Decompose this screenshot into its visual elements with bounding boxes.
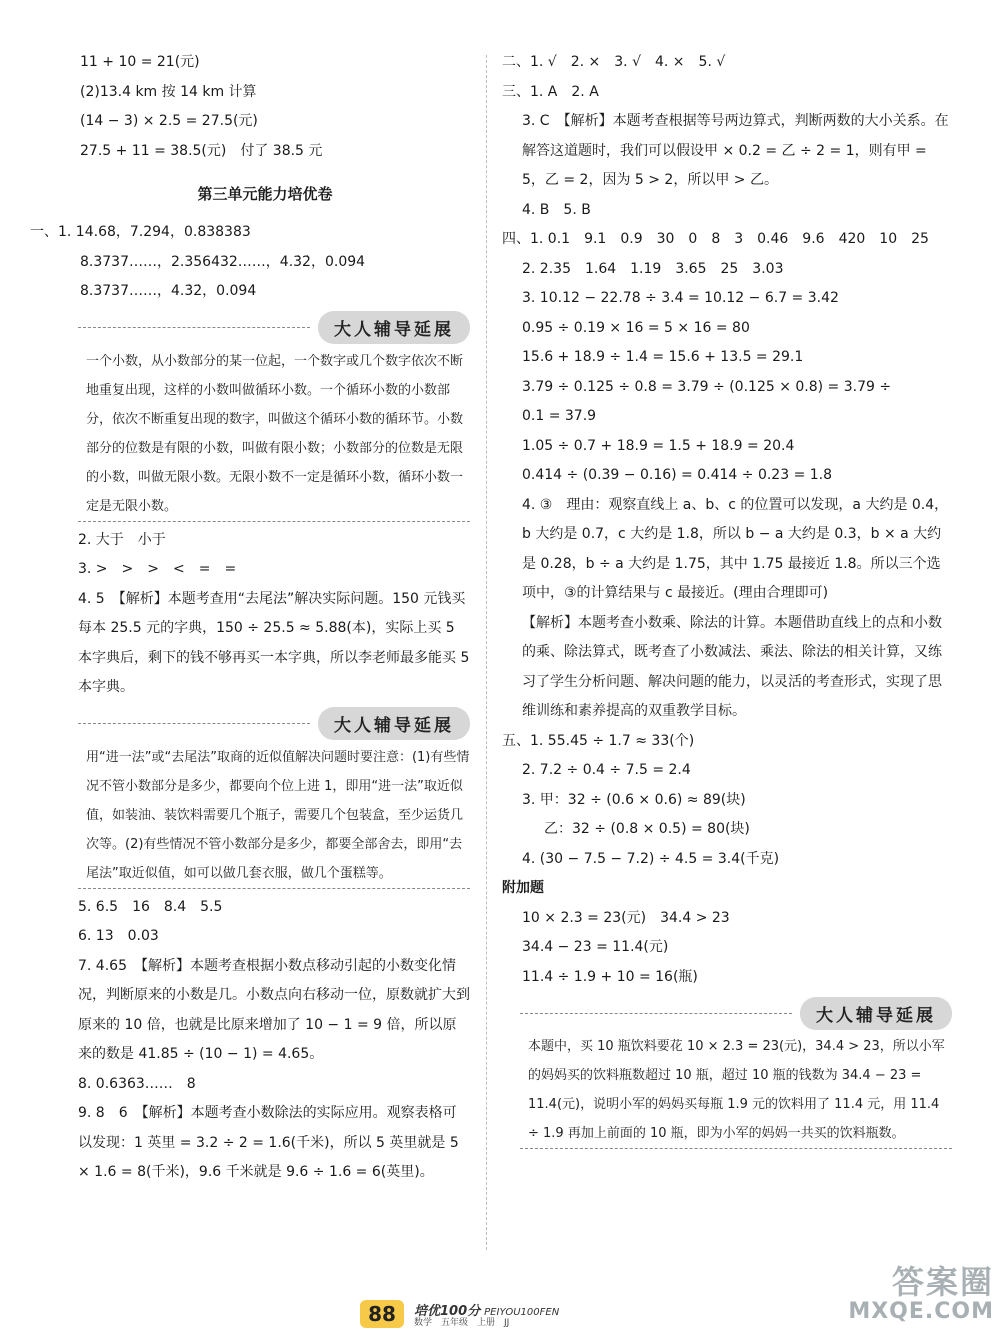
extension-header-label: 大人辅导延展 — [318, 311, 470, 344]
answer-line: 34.4 − 23 = 11.4(元) — [522, 939, 669, 955]
answer-paragraph: 3. C 【解析】本题考查根据等号两边算式，判断两数的大小关系。在解答这道题时，我们可以假设甲 × 0.2 = 乙 ÷ 2 = 1，则有甲 = 5，乙 = 2，因为 5 > 2，所以甲 > 乙。 — [522, 113, 949, 188]
bonus-title: 附加题 — [502, 880, 544, 896]
answer-line: 3. 10.12 − 22.78 ÷ 3.4 = 10.12 − 6.7 = 3.42 — [522, 290, 839, 306]
answer-line: 27.5 + 11 = 38.5(元) 付了 38.5 元 — [80, 142, 323, 159]
answer-line: 1.05 ÷ 0.7 + 18.9 = 1.5 + 18.9 = 20.4 — [522, 437, 795, 454]
dashed-rule — [78, 888, 470, 889]
extension-text: 用“进一法”或“去尾法”取商的近似值解决问题时要注意：(1)有些情况不管小数部分是多少，都要向个位上进 1，即用“进一法”取近似值，如装油、装饮料需要几个瓶子，需要几个包装盒，至少运货几次等。(2)有些情况不管小数部分是多少，都要全部舍去，即用“去尾法”取近似值，如可以做几套衣服，做几个蛋糕等。 — [86, 749, 470, 881]
dashed-rule — [520, 1148, 952, 1149]
answer-line: 0.95 ÷ 0.19 × 16 = 5 × 16 = 80 — [522, 319, 750, 336]
answer-paragraph: 9. 8 6 【解析】本题考查小数除法的实际应用。观察表格可以发现：1 英里 = 3.2 ÷ 2 = 1.6(千米)，所以 5 英里就是 5 × 1.6 = 8(千米)，9.6 千米就是 9.6 ÷ 1.6 = 6(英里)。 — [78, 1105, 459, 1180]
dashed-rule — [78, 521, 470, 522]
answer-line: 3.79 ÷ 0.125 ÷ 0.8 = 3.79 ÷ (0.125 × 0.8) = 3.79 ÷ — [522, 378, 892, 395]
answer-line: 0.1 = 37.9 — [522, 408, 597, 424]
answer-line: 3. 甲：32 ÷ (0.6 × 0.6) ≈ 89(块) — [522, 791, 746, 808]
watermark-url: MXQE.COM — [848, 1299, 994, 1324]
answer-line: 11 + 10 = 21(元) — [80, 54, 200, 70]
answer-line: 5. 6.5 16 8.4 5.5 — [78, 898, 223, 915]
answer-line: 8. 0.6363…… 8 — [78, 1075, 196, 1092]
answer-line: 10 × 2.3 = 23(元) 34.4 > 23 — [522, 909, 730, 926]
dashed-rule — [520, 1013, 792, 1014]
answer-line: 乙：32 ÷ (0.8 × 0.5) = 80(块) — [544, 821, 750, 837]
answer-line: 11.4 ÷ 1.9 + 10 = 16(瓶) — [522, 968, 698, 985]
answer-line: 4. (30 − 7.5 − 7.2) ÷ 4.5 = 3.4(千克) — [522, 850, 780, 867]
extension-text: 本题中，买 10 瓶饮料要花 10 × 2.3 = 23(元)，34.4 > 23，所以小军的妈妈买的饮料瓶数超过 10 瓶，超过 10 瓶的钱数为 34.4 − 23 = 11.4(元)，说明小军的妈妈买每瓶 1.9 元的饮料用了 11.4 元，用 11.4 ÷ 1.9 再加上前面的 10 瓶，即为小军的妈妈一共买的饮料瓶数。 — [528, 1039, 945, 1141]
brand-name: 培优100分 — [414, 1304, 481, 1319]
answer-line: 4. B 5. B — [522, 201, 591, 218]
dashed-rule — [78, 327, 310, 328]
answer-line: 6. 13 0.03 — [78, 928, 159, 944]
answer-paragraph: 7. 4.65 【解析】本题考查根据小数点移动引起的小数变化情况，判断原来的小数是几。小数点向右移动一位，原数就扩大到原来的 10 倍，也就是比原来增加了 10 − 1 = 9 倍，所以原来的数是 41.85 ÷ (10 − 1) = 4.65。 — [78, 957, 470, 1062]
dashed-rule — [78, 723, 310, 724]
watermark — [848, 1263, 994, 1327]
answer-paragraph: 4. ③ 理由：观察直线上 a、b、c 的位置可以发现，a 大约是 0.4，b 大约是 0.7，c 大约是 1.8，所以 b − a 大约是 0.3，b × a 大约是 0.28，b ÷ a 大约是 1.75，其中 1.75 最接近 1.8。所以三个选项中，③的计算结果与 c 最接近。(理由合理即可) — [522, 496, 949, 601]
extension-text: 一个小数，从小数部分的某一位起，一个数字或几个数字依次不断地重复出现，这样的小数叫做循环小数。一个循环小数的小数部分，依次不断重复出现的数字，叫做这个循环小数的循环节。小数部分的位数是有限的小数，叫做有限小数；小数部分的位数是无限的小数，叫做无限小数。无限小数不一定是循环小数，循环小数一定是无限小数。 — [86, 353, 464, 514]
extension-header-label: 大人辅导延展 — [318, 707, 470, 740]
answer-line: 15.6 + 18.9 ÷ 1.4 = 15.6 + 13.5 = 29.1 — [522, 349, 804, 365]
answer-line: 2. 2.35 1.64 1.19 3.65 25 3.03 — [522, 260, 784, 277]
answer-line: 2. 大于 小于 — [78, 531, 166, 548]
analysis-paragraph: 【解析】本题考查小数乘、除法的计算。本题借助直线上的点和小数的乘、除法算式，既考查了小数减法、乘法、除法的相关计算，又练习了学生分析问题、解决问题的能力，以灵活的考查形式，实现了思维训练和素养提高的双重教学目标。 — [522, 614, 942, 719]
left-column — [30, 48, 470, 1188]
answer-line: 0.414 ÷ (0.39 − 0.16) = 0.414 ÷ 0.23 = 1.8 — [522, 467, 833, 483]
answer-line: 8.3737……，2.356432……，4.3̇2̇，0.09̇4̇ — [80, 253, 366, 270]
answer-line: (14 − 3) × 2.5 = 27.5(元) — [80, 113, 258, 129]
answer-line: 五、1. 55.45 ÷ 1.7 ≈ 33(个) — [502, 732, 695, 749]
answer-line: 3. > > > < = = — [78, 561, 237, 577]
answer-line: 2. 7.2 ÷ 0.4 ÷ 7.5 = 2.4 — [522, 762, 691, 778]
section-title: 第三单元能力培优卷 — [197, 185, 333, 203]
extension-header — [78, 311, 470, 345]
answer-line: (2)13.4 km 按 14 km 计算 — [80, 83, 257, 100]
page-footer — [350, 1300, 660, 1328]
answer-line: 8.3737……，4.3̇2̇，0.09̇4̇ — [80, 283, 257, 299]
answer-line: 四、1. 0.1 9.1 0.9 30 0 8 3 0.46 9.6 420 10 25 — [502, 231, 929, 247]
extension-header-label: 大人辅导延展 — [800, 997, 952, 1030]
answer-line: 三、1. A 2. A — [502, 83, 599, 100]
extension-header — [78, 707, 470, 741]
answer-line: 二、1. √ 2. × 3. √ 4. × 5. √ — [502, 54, 726, 70]
answer-paragraph: 4. 5 【解析】本题考查用“去尾法”解决实际问题。150 元钱买每本 25.5 元的字典，150 ÷ 25.5 ≈ 5.88(本)，实际上买 5 本字典后，剩下的钱不够再买一本字典，所以李老师最多能买 5 本字典。 — [78, 590, 470, 695]
right-column — [502, 48, 952, 1153]
watermark-text: 答案圈 — [891, 1263, 994, 1301]
extension-header — [520, 996, 952, 1030]
brand-name-en: PEIYOU100FEN — [484, 1307, 560, 1318]
page-number: 88 — [360, 1300, 404, 1328]
column-divider — [486, 55, 487, 1250]
answer-line: 一、1. 14.68，7.294，0.838383 — [30, 224, 251, 240]
footer-subtitle: 数学 五年级 上册 JJ — [414, 1318, 510, 1328]
